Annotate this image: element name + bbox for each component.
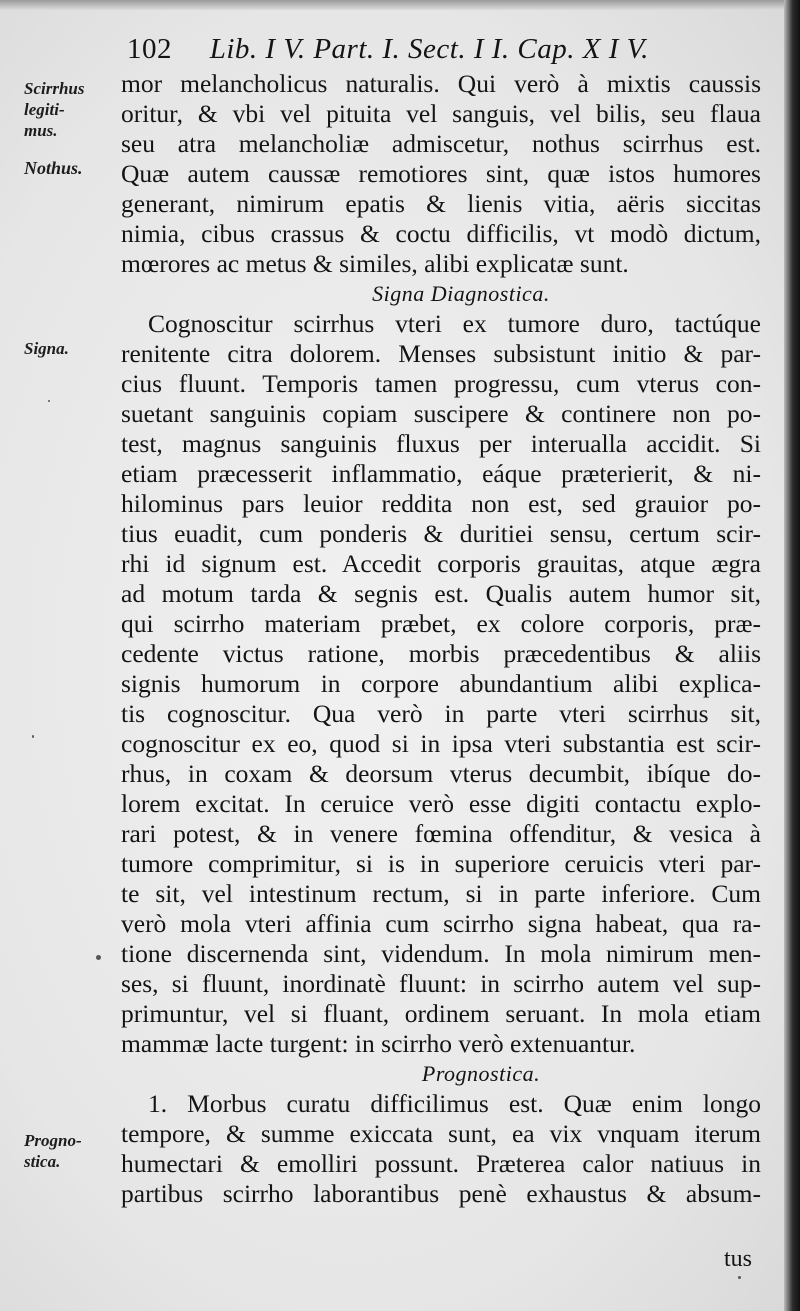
- scan-edge-right: [784, 0, 800, 1311]
- text-line: 1. Morbus curatu difficilimus est. Quæ enim longo: [148, 1089, 761, 1118]
- text-line: tis cognoscitur. Qua verò in parte vteri scirrhus sit,: [121, 699, 761, 728]
- text-line: signis humorum in corpore abundantium alibi explica-: [121, 669, 761, 698]
- text-line: tumore comprimitur, si is in superiore ceruicis vteri par-: [121, 849, 761, 878]
- text-line: etiam præcesserit inflammatio, eáque præterierit, & ni-: [121, 459, 761, 488]
- margin-note-line: stica.: [24, 1152, 61, 1171]
- text-line: tione discernenda sint, videndum. In mola nimirum men-: [121, 939, 761, 968]
- running-title: Lib. I V. Part. I. Sect. I I. Cap. X I V.: [209, 33, 649, 65]
- catchword: tus: [723, 1246, 752, 1272]
- text-line: ses, si fluunt, inordinatè fluunt: in scirrho autem vel sup-: [121, 969, 761, 998]
- text-line: cius fluunt. Temporis tamen progressu, cum vterus con-: [121, 369, 761, 398]
- text-line: suetant sanguinis copiam suscipere & continere non po-: [121, 399, 761, 428]
- text-line: ad motum tarda & segnis est. Qualis autem humor sit,: [121, 579, 761, 608]
- section-heading-prognostica: Prognostica.: [421, 1061, 541, 1086]
- margin-note-line: Scirrhus: [24, 79, 85, 98]
- text-line: rhus, in coxam & deorsum vterus decumbit, ibíque do-: [121, 759, 761, 788]
- text-line: lorem excitat. In ceruice verò esse digiti contactu explo-: [121, 789, 761, 818]
- text-line: oritur, & vbi vel pituita vel sanguis, vel bilis, seu flaua: [121, 99, 761, 128]
- ink-speck: [96, 955, 101, 960]
- text-line: partibus scirrho laborantibus penè exhaustus & absum-: [121, 1179, 761, 1208]
- text-line: rhi id signum est. Accedit corporis grauitas, atque ægra: [121, 549, 761, 578]
- section-heading-signa: Signa Diagnostica.: [372, 281, 550, 306]
- text-line: primuntur, vel si fluant, ordinem seruant. In mola etiam: [121, 999, 761, 1028]
- text-line: test, magnus sanguinis fluxus per interualla accidit. Si: [121, 429, 761, 458]
- margin-note-line: legiti-: [24, 100, 65, 119]
- text-line: mœrores ac metus & similes, alibi explicatæ sunt.: [121, 249, 629, 278]
- text-line: tius euadit, cum ponderis & duritiei sensu, certum scir-: [121, 519, 761, 548]
- text-line: hilominus pars leuior reddita non est, sed grauior po-: [121, 489, 761, 518]
- text-line: qui scirrho materiam præbet, ex colore corporis, præ-: [121, 609, 761, 638]
- text-line: Cognoscitur scirrhus vteri ex tumore duro, tactúque: [148, 309, 761, 338]
- text-line: seu atra melancholiæ admiscetur, nothus scirrhus est.: [121, 129, 761, 158]
- text-line: te sit, vel intestinum rectum, si in parte inferiore. Cum: [121, 879, 761, 908]
- margin-note-nothus: Nothus.: [24, 158, 83, 178]
- scan-edge-top: [0, 0, 800, 10]
- text-line: tempore, & summe exiccata sunt, ea vix vnquam iterum: [121, 1119, 761, 1148]
- running-head: [127, 33, 767, 66]
- text-line: rari potest, & in venere fœmina offenditur, & vesica à: [121, 819, 761, 848]
- text-line: Quæ autem caussæ remotiores sint, quæ istos humores: [121, 159, 761, 188]
- text-line: generant, nimirum epatis & lienis vitia, aëris siccitas: [121, 189, 761, 218]
- text-line: cedente victus ratione, morbis præcedentibus & aliis: [121, 639, 761, 668]
- margin-note-scirrhus: [24, 78, 84, 141]
- ink-speck: [738, 1276, 741, 1279]
- text-line: renitente citra dolorem. Menses subsistunt initio & par-: [121, 339, 761, 368]
- ink-speck: [32, 735, 34, 738]
- body-text: [121, 69, 761, 1209]
- paragraph-2: [121, 309, 761, 1059]
- text-line: humectari & emolliri possunt. Præterea calor natiuus in: [121, 1149, 761, 1178]
- paragraph-1: [121, 69, 761, 279]
- page-number: 102: [127, 33, 172, 65]
- margin-note-prognostica: [24, 1130, 82, 1172]
- margin-note-line: mus.: [24, 121, 58, 140]
- text-line: nimia, cibus crassus & coctu difficilis, vt modò dictum,: [121, 219, 761, 248]
- text-line: mammæ lacte turgent: in scirrho verò extenuantur.: [121, 1029, 636, 1058]
- text-line: verò mola vteri affinia cum scirrho signa habeat, qua ra-: [121, 909, 761, 938]
- text-line: cognoscitur ex eo, quod si in ipsa vteri substantia est scir-: [121, 729, 761, 758]
- text-line: mor melancholicus naturalis. Qui verò à mixtis caussis: [121, 69, 761, 98]
- paragraph-3: [121, 1089, 761, 1209]
- ink-speck: [48, 400, 50, 402]
- margin-note-line: Progno-: [24, 1131, 82, 1150]
- margin-note-signa: Signa.: [24, 339, 69, 358]
